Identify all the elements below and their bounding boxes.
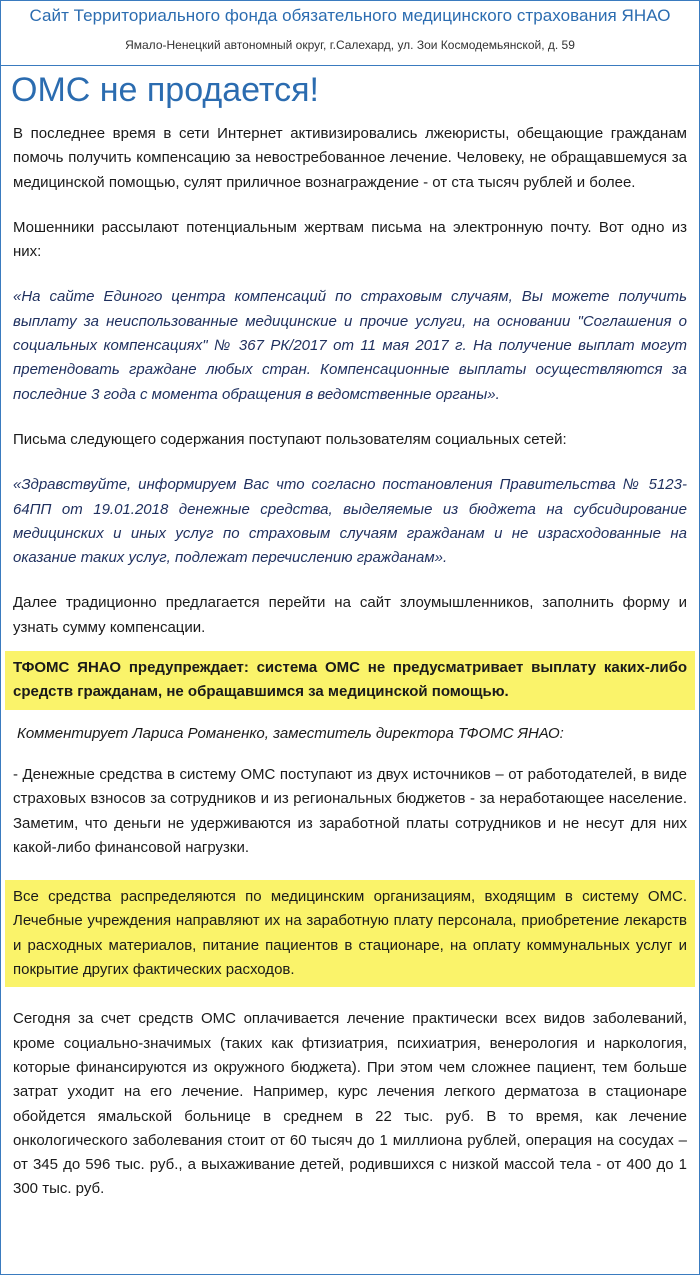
paragraph-scam-method: Далее традиционно предлагается перейти на сайт злоумышленников, заполнить форму и узнать сумму компенсации.	[13, 594, 687, 636]
article-title: ОМС не продается!	[11, 71, 319, 109]
distribution-text: Все средства распределяются по медицинским организациям, входящим в систему ОМС. Лечебные учреждения направляют их на заработную плату персонала, приобретение лекарств и расходных материалов, питание пациентов в стационаре, на оплату коммунальных услуг и покрытие других фактических расходов.	[13, 888, 687, 979]
paragraph-intro: В последнее время в сети Интернет активизировались лжеюристы, обещающие гражданам помочь получить компенсацию за невостребованное лечение. Человеку, не обращавшемуся за медицинской помощью, сулят приличное вознаграждение - от ста тысяч рублей и более.	[13, 125, 687, 191]
quote-email: «На сайте Единого центра компенсаций по страховым случаям, Вы можете получить выплату за неиспользованные медицинские и прочие услуги, на основании "Соглашения о социальных компенсациях" № 367 РК/2017 от 11 мая 2017 г. На получение выплат могут претендовать граждане любых стран. Компенсационные выплаты осуществляются за последние 3 года с момента обращения в ведомственные органы».	[13, 288, 687, 403]
comment-intro: Комментирует Лариса Романенко, заместитель директора ТФОМС ЯНАО:	[17, 724, 564, 742]
paragraph-treatment-costs: Сегодня за счет средств ОМС оплачивается лечение практически всех видов заболеваний, кроме социально-значимых (таких как фтизиатрия, психиатрия, венерология и наркология, которые финансируются из окружного бюджета). При этом чем сложнее пациент, тем больше затрат уходит на его лечение. Например, курс лечения легкого дерматоза в стационаре обойдется ямальской больнице в среднем в 22 тыс. руб. В то время, как лечение онкологического заболевания стоит от 60 тысяч до 1 миллиона рублей, операция на сосудах – от 345 до 596 тыс. руб., а выхаживание детей, родившихся с низкой массой тела - от 400 до 1 300 тыс. руб.	[13, 1010, 687, 1198]
quote-social: «Здравствуйте, информируем Вас что согласно постановления Правительства № 5123-64ПП от 19.01.2018 денежные средства, выделяемые из бюджета на субсидирование медицинских и иных услуг по страховым случаям гражданам и не израсходованные на оказание таких услуг, подлежат перечислению гражданам».	[13, 476, 687, 567]
site-title[interactable]: Сайт Территориального фонда обязательного медицинского страхования ЯНАО	[29, 6, 671, 25]
paragraph-email-scam: Мошенники рассылают потенциальным жертвам письма на электронную почту. Вот одно из них:	[13, 218, 687, 261]
site-address: Ямало-Ненецкий автономный округ, г.Салехард, ул. Зои Космодемьянской, д. 59	[125, 38, 575, 52]
warning-text: ТФОМС ЯНАО предупреждает: система ОМС не предусматривает выплату каких-либо средств гражданам, не обращавшимся за медицинской помощью.	[13, 659, 687, 701]
article-body	[1, 122, 699, 1202]
paragraph-funding-sources: - Денежные средства в систему ОМС поступают из двух источников – от работодателей, в виде страховых взносов за сотрудников и из региональных бюджетов - за неработающее население. Заметим, что деньги не удерживаются из заработной платы сотрудников и не несут для них какой-либо финансовой нагрузки.	[13, 765, 687, 856]
warning-highlight	[5, 651, 695, 710]
site-header	[1, 1, 699, 66]
distribution-highlight	[5, 880, 695, 987]
paragraph-social-scam: Письма следующего содержания поступают пользователям социальных сетей:	[13, 430, 567, 448]
